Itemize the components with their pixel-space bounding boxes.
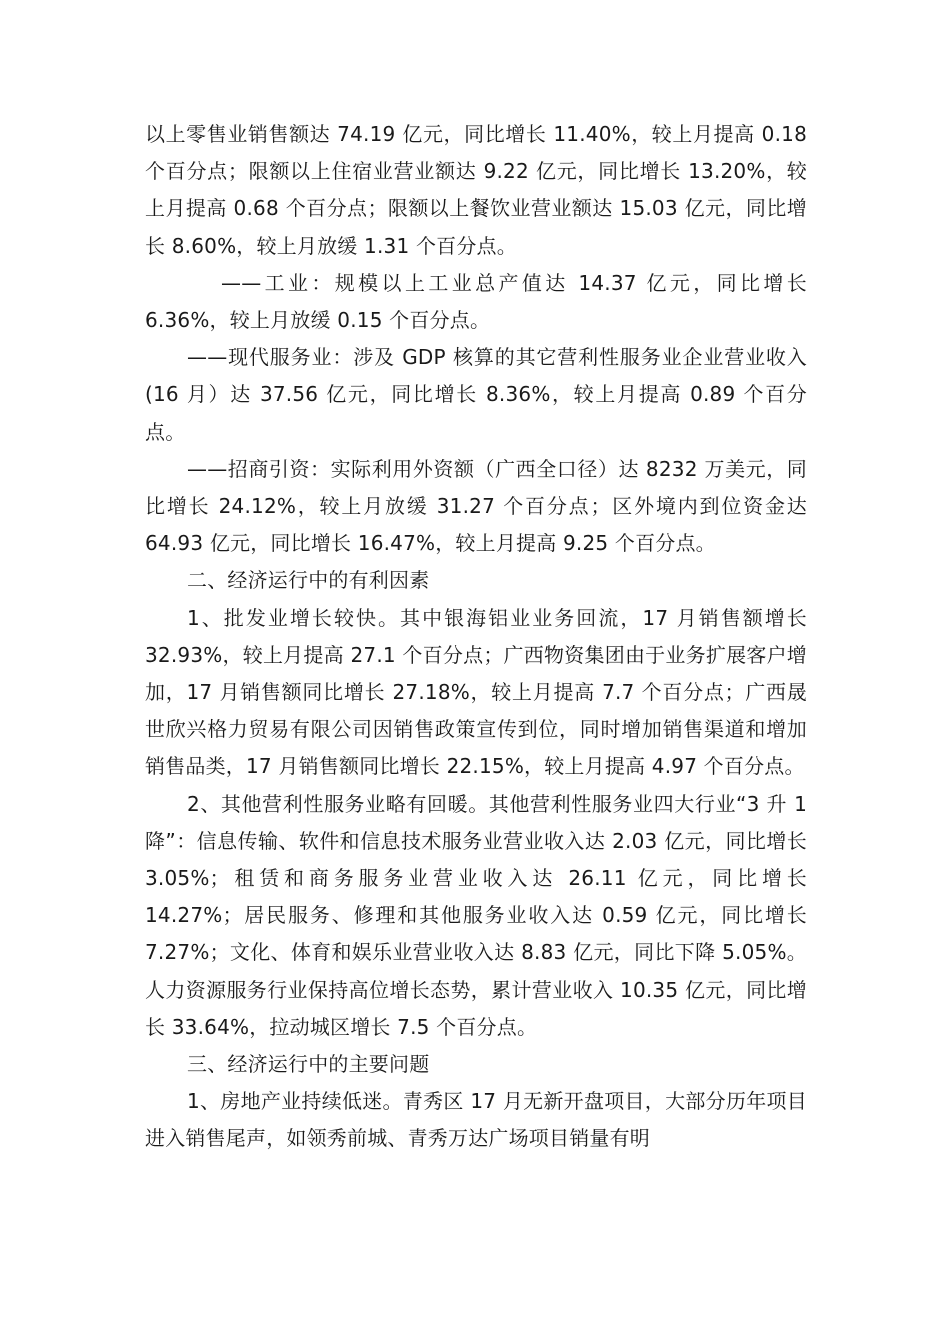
document-body xyxy=(145,116,807,1158)
paragraph-real-estate: 1、房地产业持续低迷。青秀区 17 月无新开盘项目，大部分历年项目进入销售尾声，如领秀前城、青秀万达广场项目销量有明 xyxy=(145,1089,807,1151)
paragraph-industry: ——工业：规模以上工业总产值达 14.37 亿元，同比增长 6.36%，较上月放缓 0.15 个百分点。 xyxy=(145,270,807,333)
section-heading-favorable-factors: 二、经济运行中的有利因素 xyxy=(187,568,430,593)
paragraph-wholesale: 1、批发业增长较快。其中银海铝业业务回流，17 月销售额增长 32.93%，较上月提高 27.1 个百分点；广西物资集团由于业务扩展客户增加，17 月销售额同比增长 27.18%，较上月提高 7.7 个百分点；广西晟世欣兴格力贸易有限公司因销售政策宣传到位，同时增加销售渠道和增加销售品类，17 月销售额同比增长 22.15%，较上月提高 4.97 个百分点。 xyxy=(145,605,807,779)
paragraph-modern-services: ——现代服务业：涉及 GDP 核算的其它营利性服务业企业营业收入(16 月）达 37.56 亿元，同比增长 8.36%，较上月提高 0.89 个百分点。 xyxy=(145,345,807,444)
paragraph-retail-continuation: 以上零售业销售额达 74.19 亿元，同比增长 11.40%，较上月提高 0.18 个百分点；限额以上住宿业营业额达 9.22 亿元，同比增长 13.20%，较上月提高 0.68 个百分点；限额以上餐饮业营业额达 15.03 亿元，同比增长 8.60%，较上月放缓 1.31 个百分点。 xyxy=(145,122,807,258)
paragraph-investment: ——招商引资：实际利用外资额（广西全口径）达 8232 万美元，同比增长 24.12%，较上月放缓 31.27 个百分点；区外境内到位资金达 64.93 亿元，同比增长 16.47%，较上月提高 9.25 个百分点。 xyxy=(145,456,807,556)
section-heading-main-problems: 三、经济运行中的主要问题 xyxy=(187,1052,430,1077)
paragraph-other-services: 2、其他营利性服务业略有回暖。其他营利性服务业四大行业“3 升 1 降”：信息传输、软件和信息技术服务业营业收入达 2.03 亿元，同比增长 3.05%；租赁和商务服务业营业收入达 26.11 亿元，同比增长 14.27%；居民服务、修理和其他服务业收入达 0.59 亿元，同比增长 7.27%；文化、体育和娱乐业营业收入达 8.83 亿元，同比下降 5.05%。人力资源服务行业保持高位增长态势，累计营业收入 10.35 亿元，同比增长 33.64%，拉动城区增长 7.5 个百分点。 xyxy=(145,791,807,1039)
